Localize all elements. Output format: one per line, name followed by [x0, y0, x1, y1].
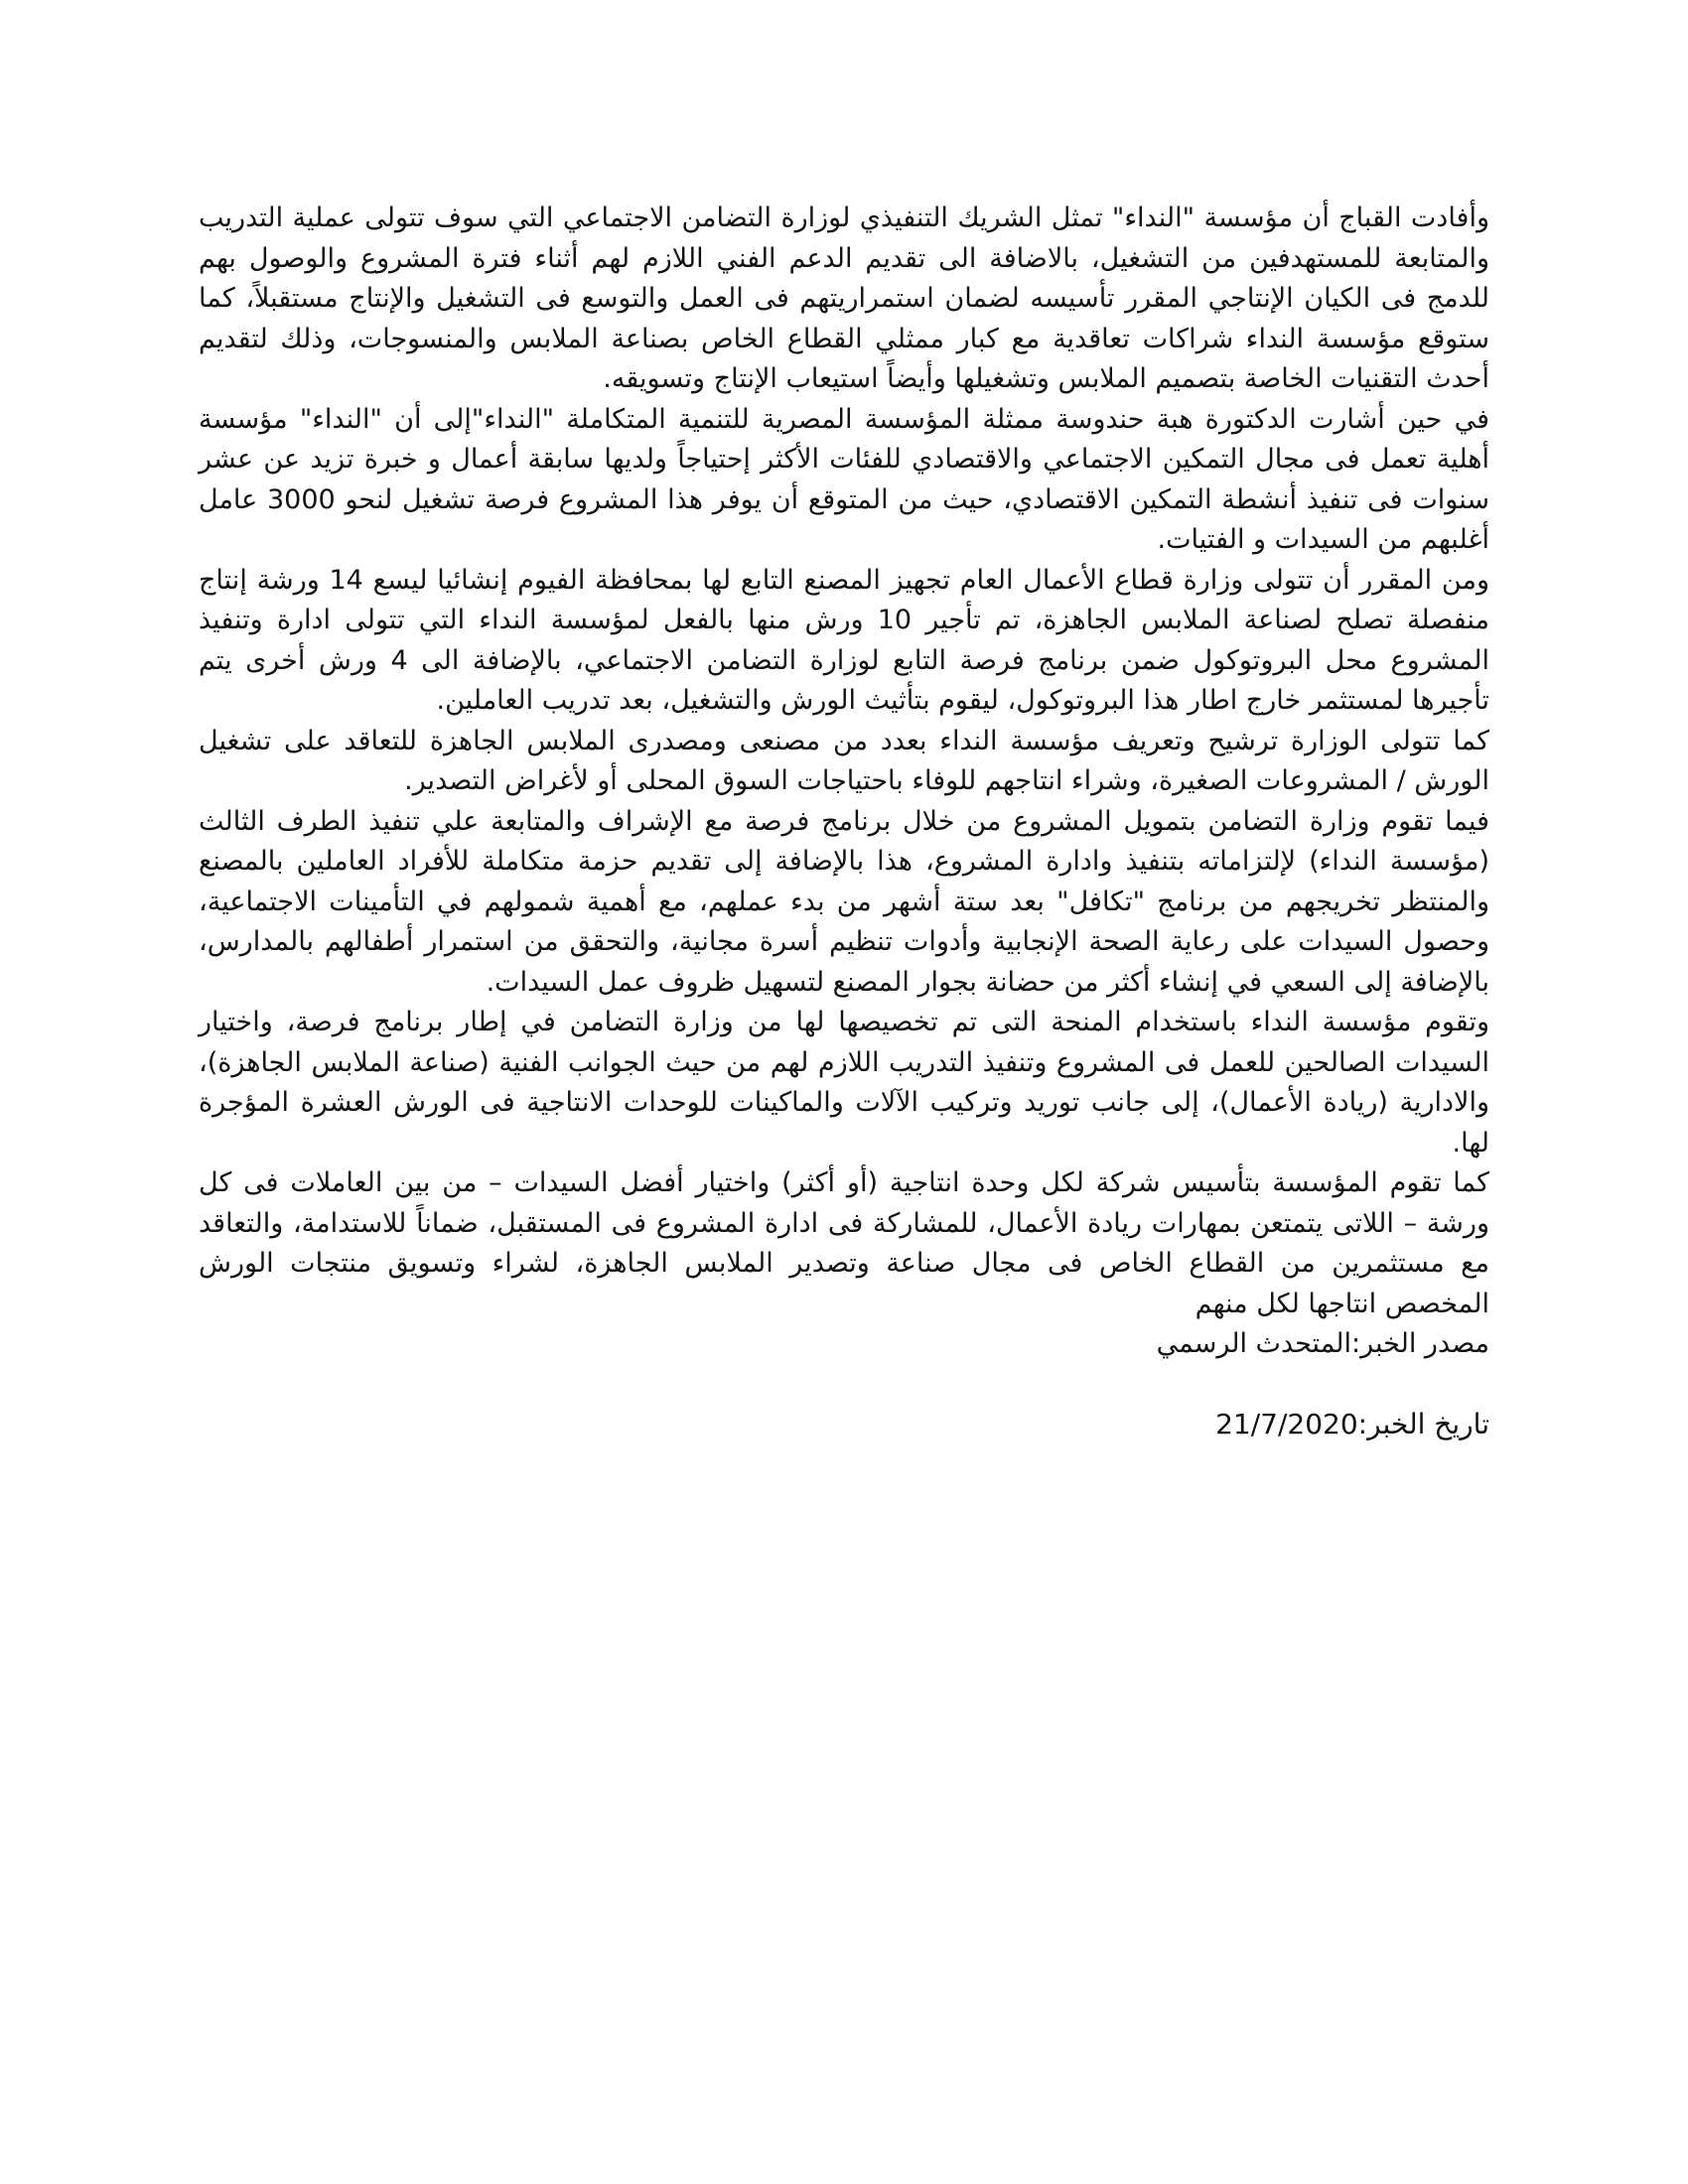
- paragraph: فيما تقوم وزارة التضامن بتمويل المشروع من خلال برنامج فرصة مع الإشراف والمتابعة علي تنفيذ الطرف الثالث (مؤسسة النداء) لإلتزاماته بتنفيذ وادارة المشروع، هذا بالإضافة إلى تقديم حزمة متكاملة للأفراد العاملين بالمصنع والمنتظر تخريجهم من برنامج "تكافل" بعد ستة أشهر من بدء عملهم، مع أهمية شمولهم في التأمينات الاجتماعية، وحصول السيدات على رعاية الصحة الإنجابية وأدوات تنظيم أسرة مجانية، والتحقق من استمرار أطفالهم بالمدارس، بالإضافة إلى السعي في إنشاء أكثر من حضانة بجوار المصنع لتسهيل ظروف عمل السيدات.: [199, 805, 1489, 998]
- paragraph: ومن المقرر أن تتولى وزارة قطاع الأعمال العام تجهيز المصنع التابع لها بمحافظة الفيوم إنشائيا ليسع 14 ورشة إنتاج منفصلة تصلح لصناعة الملابس الجاهزة، تم تأجير 10 ورش منها بالفعل لمؤسسة النداء التي تتولى ادارة وتنفيذ المشروع محل البروتوكول ضمن برنامج فرصة التابع لوزارة التضامن الاجتماعي، بالإضافة الى 4 ورش أخرى يتم تأجيرها لمستثمر خارج اطار هذا البروتوكول، ليقوم بتأثيث الورش والتشغيل، بعد تدريب العاملين.: [199, 564, 1490, 716]
- news-source: مصدر الخبر:المتحدث الرسمي: [1156, 1328, 1489, 1359]
- paragraph: وتقوم مؤسسة النداء باستخدام المنحة التى تم تخصيصها لها من وزارة التضامن في إطار برنامج فرصة، واختيار السيدات الصالحين للعمل فى المشروع وتنفيذ التدريب اللازم لهم من حيث الجوانب الفنية (صناعة الملابس الجاهزة)، والادارية (ريادة الأعمال)، إلى جانب توريد وتركيب الآلات والماكينات للوحدات الانتاجية فى الورش العشرة المؤجرة لها.: [199, 1007, 1489, 1159]
- document-page: [199, 199, 1489, 1444]
- paragraph: كما تتولى الوزارة ترشيح وتعريف مؤسسة النداء بعدد من مصنعى ومصدرى الملابس الجاهزة للتعاقد على تشغيل الورش / المشروعات الصغيرة، وشراء انتاجهم للوفاء باحتياجات السوق المحلى أو لأغراض التصدير.: [199, 725, 1489, 796]
- paragraph: كما تقوم المؤسسة بتأسيس شركة لكل وحدة انتاجية (أو أكثر) واختيار أفضل السيدات – من بين العاملات فى كل ورشة – اللاتى يتمتعن بمهارات ريادة الأعمال، للمشاركة فى ادارة المشروع فى المستقبل، ضماناً للاستدامة، والتعاقد مع مستثمرين من القطاع الخاص فى مجال صناعة وتصدير الملابس الجاهزة، لشراء وتسويق منتجات الورش المخصص انتاجها لكل منهم: [199, 1167, 1489, 1319]
- news-date: تاريخ الخبر:21/7/2020: [1215, 1407, 1489, 1440]
- paragraph: وأفادت القباج أن مؤسسة "النداء" تمثل الشريك التنفيذي لوزارة التضامن الاجتماعي التي سوف تتولى عملية التدريب والمتابعة للمستهدفين من التشغيل، بالاضافة الى تقديم الدعم الفني اللازم لهم أثناء فترة المشروع والوصول بهم للدمج فى الكيان الإنتاجي المقرر تأسيسه لضمان استمراريتهم فى العمل والتوسع فى التشغيل والإنتاج مستقبلاً، كما ستوقع مؤسسة النداء شراكات تعاقدية مع كبار ممثلي القطاع الخاص بصناعة الملابس والمنسوجات، وذلك لتقديم أحدث التقنيات الخاصة بتصميم الملابس وتشغيلها وأيضاً استيعاب الإنتاج وتسويقه.: [199, 203, 1489, 394]
- paragraph: في حين أشارت الدكتورة هبة حندوسة ممثلة المؤسسة المصرية للتنمية المتكاملة "النداء"إلى أن "النداء" مؤسسة أهلية تعمل فى مجال التمكين الاجتماعي والاقتصادي للفئات الأكثر إحتياجاً ولديها سابقة أعمال و خبرة تزيد عن عشر سنوات فى تنفيذ أنشطة التمكين الاقتصادي، حيث من المتوقع أن يوفر هذا المشروع فرصة تشغيل لنحو 3000 عامل أغلبهم من السيدات و الفتيات.: [199, 403, 1489, 555]
